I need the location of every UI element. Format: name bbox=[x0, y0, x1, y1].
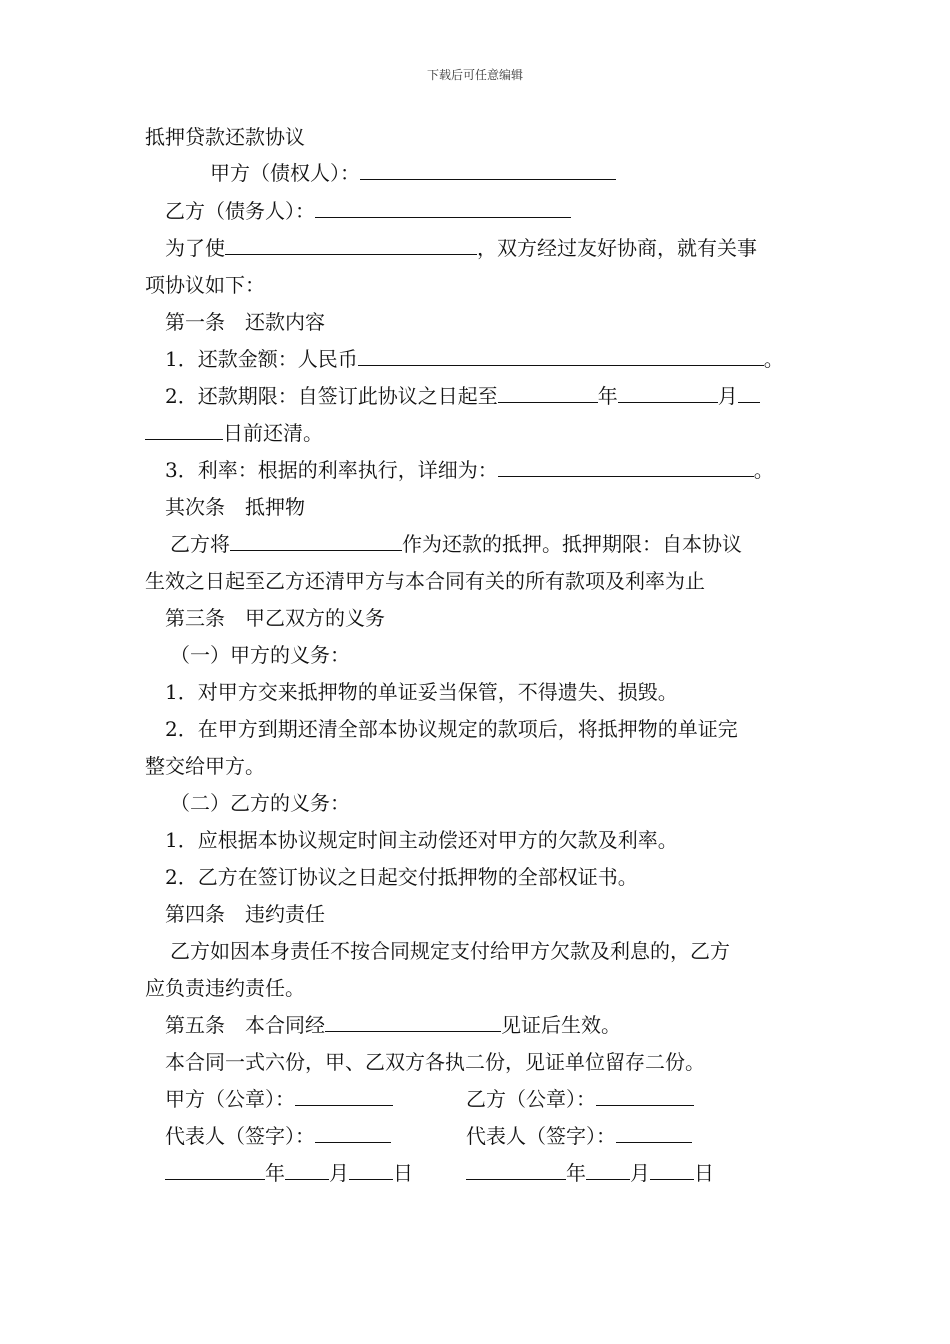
sign-a-rep bbox=[165, 1123, 391, 1149]
year-label: 年 bbox=[597, 384, 618, 408]
sign-b-month-blank[interactable] bbox=[586, 1161, 630, 1180]
collateral-text: 作为还款的抵押。抵押期限：自本协议 bbox=[402, 532, 742, 556]
repay-year-blank[interactable] bbox=[498, 384, 598, 403]
article-2-text-1 bbox=[170, 531, 742, 557]
article-2-text-2: 生效之日起至乙方还清甲方与本合同有关的所有款项及利率为止 bbox=[145, 569, 705, 593]
sign-a-year-blank[interactable] bbox=[165, 1161, 265, 1180]
party-b-duty-2: 2．乙方在签订协议之日起交付抵押物的全部权证书。 bbox=[165, 865, 638, 889]
party-b-blank[interactable] bbox=[315, 199, 571, 218]
month-label: 月 bbox=[329, 1161, 349, 1185]
article-1-item-1 bbox=[165, 346, 784, 372]
party-a-duties-title: （一）甲方的义务： bbox=[170, 643, 350, 667]
year-label: 年 bbox=[566, 1161, 586, 1185]
repay-term-end: 日前还清。 bbox=[223, 421, 323, 445]
sign-b-seal-label: 乙方（公章）： bbox=[466, 1087, 596, 1111]
article-5-label: 第五条 本合同经 bbox=[165, 1013, 325, 1037]
sign-b-seal-blank[interactable] bbox=[596, 1087, 694, 1106]
interest-label: 3．利率：根据的利率执行，详细为： bbox=[165, 458, 498, 482]
article-1-item-2-cont bbox=[145, 420, 323, 446]
interest-blank[interactable] bbox=[498, 458, 754, 477]
party-a-duty-1: 1．对甲方交来抵押物的单证妥当保管，不得遗失、损毁。 bbox=[165, 680, 678, 704]
repay-month-blank[interactable] bbox=[618, 384, 718, 403]
sign-a-day-blank[interactable] bbox=[349, 1161, 393, 1180]
sign-a-rep-blank[interactable] bbox=[315, 1124, 391, 1143]
sign-b-date bbox=[466, 1160, 714, 1186]
party-a-label: 甲方（债权人）： bbox=[210, 161, 360, 185]
document-title: 抵押贷款还款协议 bbox=[145, 125, 305, 149]
collateral-blank[interactable] bbox=[230, 532, 402, 551]
repay-amount-blank[interactable] bbox=[358, 347, 764, 366]
year-label: 年 bbox=[265, 1161, 285, 1185]
article-1-item-2 bbox=[165, 383, 760, 409]
sign-a-month-blank[interactable] bbox=[285, 1161, 329, 1180]
article-3-title: 第三条 甲乙双方的义务 bbox=[165, 606, 385, 630]
party-a-blank[interactable] bbox=[360, 161, 616, 180]
sign-a-rep-label: 代表人（签字）： bbox=[165, 1124, 315, 1148]
copies-clause: 本合同一式六份，甲、乙双方各执二份，见证单位留存二份。 bbox=[165, 1050, 705, 1074]
sign-b-rep-blank[interactable] bbox=[616, 1124, 692, 1143]
intro-blank[interactable] bbox=[225, 236, 477, 255]
article-5-end: 见证后生效。 bbox=[501, 1013, 621, 1037]
day-label: 日 bbox=[694, 1161, 714, 1185]
month-label: 月 bbox=[717, 384, 738, 408]
sign-b-year-blank[interactable] bbox=[466, 1161, 566, 1180]
party-a-duty-2-cont: 整交给甲方。 bbox=[145, 754, 265, 778]
sign-b-seal bbox=[466, 1086, 694, 1112]
party-a-duty-2: 2．在甲方到期还清全部本协议规定的款项后，将抵押物的单证完 bbox=[165, 717, 738, 741]
article-4-title: 第四条 违约责任 bbox=[165, 902, 325, 926]
article-1-title: 第一条 还款内容 bbox=[165, 310, 325, 334]
witness-blank[interactable] bbox=[325, 1013, 501, 1032]
repay-term-label: 2．还款期限：自签订此协议之日起至 bbox=[165, 384, 498, 408]
sign-b-rep bbox=[466, 1123, 692, 1149]
party-a-line bbox=[210, 160, 616, 186]
article-5 bbox=[165, 1012, 621, 1038]
party-b-line bbox=[165, 198, 571, 224]
sign-a-seal-blank[interactable] bbox=[295, 1087, 393, 1106]
intro-text-a: 为了使 bbox=[165, 236, 225, 260]
sign-b-day-blank[interactable] bbox=[650, 1161, 694, 1180]
punct: 。 bbox=[763, 347, 784, 371]
article-4-text-2: 应负责违约责任。 bbox=[145, 976, 305, 1000]
party-b-duty-1: 1．应根据本协议规定时间主动偿还对甲方的欠款及利率。 bbox=[165, 828, 678, 852]
repay-day-blank-end[interactable] bbox=[145, 421, 223, 440]
article-2-title: 其次条 抵押物 bbox=[165, 495, 305, 519]
sign-a-seal-label: 甲方（公章）： bbox=[165, 1087, 295, 1111]
party-b-duties-title: （二）乙方的义务： bbox=[170, 791, 350, 815]
punct: 。 bbox=[753, 458, 774, 482]
article-1-item-3 bbox=[165, 457, 774, 483]
intro-text-b: ，双方经过友好协商，就有关事 bbox=[477, 236, 757, 260]
repay-amount-label: 1．还款金额：人民币 bbox=[165, 347, 358, 371]
article-4-text-1: 乙方如因本身责任不按合同规定支付给甲方欠款及利息的，乙方 bbox=[170, 939, 730, 963]
intro-line-1 bbox=[165, 235, 757, 261]
party-b-label: 乙方（债务人）： bbox=[165, 199, 315, 223]
sign-a-seal bbox=[165, 1086, 393, 1112]
collateral-label: 乙方将 bbox=[170, 532, 230, 556]
sign-b-rep-label: 代表人（签字）： bbox=[466, 1124, 616, 1148]
intro-line-2: 项协议如下： bbox=[145, 273, 265, 297]
day-label: 日 bbox=[393, 1161, 413, 1185]
month-label: 月 bbox=[630, 1161, 650, 1185]
page-header-note: 下载后可任意编辑 bbox=[426, 68, 523, 82]
repay-day-blank-start[interactable] bbox=[738, 384, 760, 403]
sign-a-date bbox=[165, 1160, 413, 1186]
